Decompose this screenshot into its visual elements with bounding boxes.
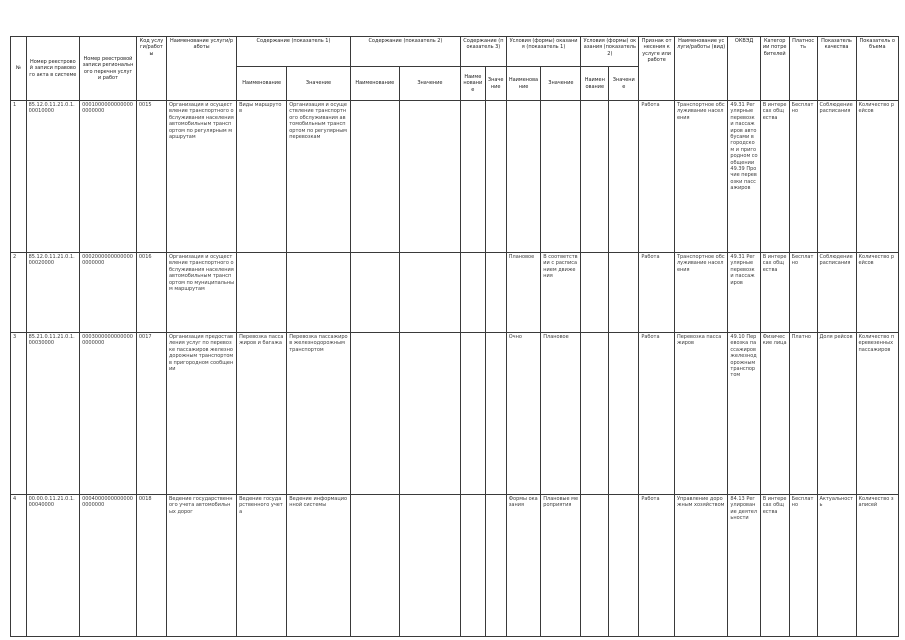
cell-empty [399, 495, 460, 637]
cell-empty [485, 333, 506, 495]
cell-empty [350, 101, 399, 253]
cell-content-value: Перевозка пассажиров железнодорожным транспортом [287, 333, 351, 495]
cell-cond-value: Плановые мероприятия [541, 495, 581, 637]
cell-content-value [287, 253, 351, 333]
cell-list: 00010000000000000000000 [80, 101, 137, 253]
table-row [11, 495, 899, 637]
cell-empty [609, 101, 639, 253]
cell-name: Организация и осуществление транспортного обслуживания населения автомобильным транспортом по регулярным маршрутам [166, 101, 236, 253]
cell-empty [461, 333, 486, 495]
sub-header-name: Наименование [350, 67, 399, 101]
cell-content-name: Ведение государственного учета [237, 495, 287, 637]
header-conditions-1: Условия (формы) оказания (показатель 1) [506, 37, 581, 67]
cell-empty [609, 495, 639, 637]
cell-paid: Бесплатно [789, 253, 817, 333]
header-content-2: Содержание (показатель 2) [350, 37, 460, 67]
cell-okved: 49.10 Перевозка пассажиров железнодорожным транспортом [728, 333, 760, 495]
cell-empty [461, 253, 486, 333]
header-reg-list-num: Номер реестровой записи регионального перечня услуг и работ [80, 37, 137, 101]
header-service-code: Код услуги/работы [136, 37, 166, 101]
header-quality: Показатель качества [817, 37, 856, 101]
cell-cond-name: Плановое [506, 253, 541, 333]
cell-code: 0015 [136, 101, 166, 253]
cell-list: 00040000000000000000000 [80, 495, 137, 637]
sub-header-name: Наименование [461, 67, 486, 101]
cell-category: В интересах общества [760, 101, 789, 253]
sub-header-value: Значение [541, 67, 581, 101]
cell-empty [461, 495, 486, 637]
registry-sheet [10, 36, 899, 636]
cell-empty [609, 333, 639, 495]
cell-empty [399, 333, 460, 495]
cell-cond-value [541, 101, 581, 253]
cell-num: 1 [11, 101, 27, 253]
table-row [11, 101, 899, 253]
sub-header-name: Наименование [506, 67, 541, 101]
cell-empty [399, 253, 460, 333]
cell-quality: Соблюдение расписания [817, 253, 856, 333]
cell-type: Работа [639, 101, 675, 253]
header-content-1: Содержание (показатель 1) [237, 37, 351, 67]
cell-empty [399, 101, 460, 253]
cell-empty [485, 101, 506, 253]
cell-empty [461, 101, 486, 253]
cell-type: Работа [639, 253, 675, 333]
header-service-type: Наименование услуги/работы (вид) [674, 37, 727, 101]
cell-name: Организация предоставления услуг по перевозке пассажиров железнодорожным транспортом в пригородном сообщении [166, 333, 236, 495]
table-row [11, 253, 899, 333]
cell-cond-name [506, 101, 541, 253]
header-okved: ОКВЭД [728, 37, 760, 101]
header-conditions-2: Условия (формы) оказания (показатель 2) [581, 37, 639, 67]
cell-content-name: Виды маршрутов [237, 101, 287, 253]
header-row-1 [11, 37, 899, 67]
cell-num: 2 [11, 253, 27, 333]
cell-volume: Количество рейсов [856, 101, 899, 253]
cell-content-name: Перевозка пассажиров и багажа [237, 333, 287, 495]
cell-empty [581, 333, 609, 495]
cell-paid: Бесплатно [789, 101, 817, 253]
header-name: Наименование услуги/работы [166, 37, 236, 101]
sub-header-name: Наименование [237, 67, 287, 101]
cell-empty [350, 495, 399, 637]
sub-header-value: Значение [609, 67, 639, 101]
cell-okved: 49.31 Регулярные перевозки пассажиров [728, 253, 760, 333]
cell-reg: 85.21.0.11.21.0.1.00030000 [26, 333, 79, 495]
cell-kind: Управление дорожным хозяйством [674, 495, 727, 637]
cell-content-value: Организация и осуществление транспортного обслуживания автомобильным транспортом по регулярным перевозкам [287, 101, 351, 253]
cell-category: Физические лица [760, 333, 789, 495]
cell-okved: 84.13 Регулирование деятельности [728, 495, 760, 637]
cell-empty [581, 101, 609, 253]
sub-header-value: Значение [485, 67, 506, 101]
table-row [11, 333, 899, 495]
header-volume: Показатель объема [856, 37, 899, 101]
cell-empty [350, 253, 399, 333]
cell-type: Работа [639, 333, 675, 495]
cell-reg: 85.12.0.11.21.0.1.00020000 [26, 253, 79, 333]
cell-code: 0016 [136, 253, 166, 333]
header-consumers: Категории потребителей [760, 37, 789, 101]
cell-quality: Доля рейсов [817, 333, 856, 495]
cell-type: Работа [639, 495, 675, 637]
sub-header-value: Значение [399, 67, 460, 101]
cell-kind: Транспортное обслуживание населения [674, 253, 727, 333]
cell-empty [581, 253, 609, 333]
cell-cond-value: Плановое [541, 333, 581, 495]
cell-num: 4 [11, 495, 27, 637]
cell-paid: Бесплатно [789, 495, 817, 637]
cell-reg: 00.00.0.11.21.0.1.00040000 [26, 495, 79, 637]
cell-code: 0018 [136, 495, 166, 637]
cell-name: Организация и осуществление транспортного обслуживания населения автомобильным транспортом по муниципальным маршрутам [166, 253, 236, 333]
header-paid: Платность [789, 37, 817, 101]
cell-content-name [237, 253, 287, 333]
header-type: Признак отнесения к услуге или работе [639, 37, 675, 101]
cell-empty [581, 495, 609, 637]
cell-num: 3 [11, 333, 27, 495]
cell-code: 0017 [136, 333, 166, 495]
cell-volume: Количество перевезенных пассажиров [856, 333, 899, 495]
sub-header-name: Наименование [581, 67, 609, 101]
header-num: № [11, 37, 27, 101]
cell-cond-value: В соответствии с расписанием движения [541, 253, 581, 333]
cell-list: 00030000000000000000000 [80, 333, 137, 495]
cell-quality: Актуальность [817, 495, 856, 637]
cell-volume: Количество записей [856, 495, 899, 637]
cell-empty [350, 333, 399, 495]
cell-empty [609, 253, 639, 333]
cell-reg: 85.12.0.11.21.0.1.00010000 [26, 101, 79, 253]
cell-cond-name: Очно [506, 333, 541, 495]
cell-paid: Платно [789, 333, 817, 495]
cell-quality: Соблюдение расписания [817, 101, 856, 253]
cell-category: В интересах общества [760, 253, 789, 333]
registry-table [10, 36, 899, 637]
cell-category: В интересах общества [760, 495, 789, 637]
sub-header-value: Значение [287, 67, 351, 101]
cell-okved: 49.31 Регулярные перевозки пассажиров автобусами в городском и пригородном сообщении 49.39 Прочие перевозки пассажиров [728, 101, 760, 253]
header-reg-num: Номер реестровой записи правового акта в системе [26, 37, 79, 101]
cell-empty [485, 495, 506, 637]
cell-volume: Количество рейсов [856, 253, 899, 333]
cell-empty [485, 253, 506, 333]
cell-cond-name: Формы оказания [506, 495, 541, 637]
header-content-3: Содержание (показатель 3) [461, 37, 507, 67]
cell-kind: Транспортное обслуживание населения [674, 101, 727, 253]
cell-content-value: Ведение информационной системы [287, 495, 351, 637]
cell-name: Ведение государственного учета автомобильных дорог [166, 495, 236, 637]
cell-kind: Перевозка пассажиров [674, 333, 727, 495]
cell-list: 00020000000000000000000 [80, 253, 137, 333]
